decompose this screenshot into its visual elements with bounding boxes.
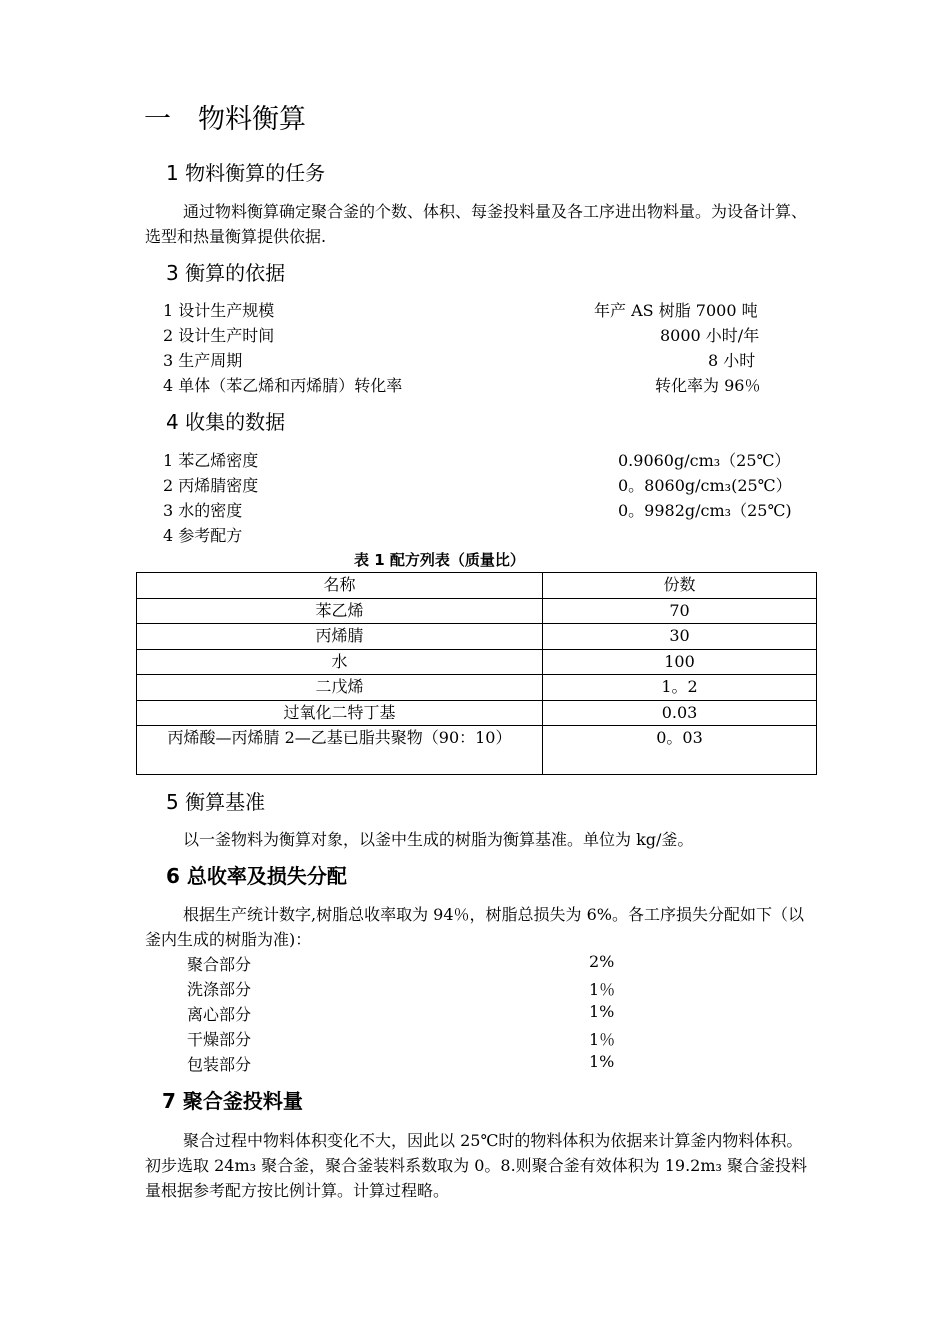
basis-label: 2 设计生产时间 xyxy=(163,326,275,345)
loss-value: 2% xyxy=(589,952,615,971)
page-title: 一 物料衡算 xyxy=(144,104,306,135)
loss-label: 离心部分 xyxy=(187,1005,252,1024)
table-row xyxy=(137,726,817,775)
section-3-heading: 3 衡算的依据 xyxy=(166,261,286,285)
loss-label: 聚合部分 xyxy=(187,955,252,974)
basis-value: 8000 小时/年 xyxy=(660,326,760,345)
basis-label: 3 生产周期 xyxy=(163,351,243,370)
table-header-row xyxy=(137,573,817,599)
data-value: 0。8060g/cm₃(25℃） xyxy=(618,476,792,495)
data-label: 1 苯乙烯密度 xyxy=(163,451,259,470)
table-row xyxy=(137,649,817,675)
table-row xyxy=(137,624,817,650)
table-row xyxy=(137,598,817,624)
data-value: 0.9060g/cm₃（25℃） xyxy=(618,451,791,470)
loss-value: 1％ xyxy=(589,1030,616,1049)
data-label: 4 参考配方 xyxy=(163,526,243,545)
loss-value: 1% xyxy=(589,1002,615,1021)
basis-value: 8 小时 xyxy=(708,351,756,370)
section-6-heading: 6 总收率及损失分配 xyxy=(166,864,347,888)
table-cell-name: 过氧化二特丁基 xyxy=(137,700,543,726)
loss-value: 1％ xyxy=(589,980,616,999)
basis-label: 1 设计生产规模 xyxy=(163,301,275,320)
data-label: 2 丙烯腈密度 xyxy=(163,476,259,495)
table-row xyxy=(137,675,817,701)
table-cell-name: 二戊烯 xyxy=(137,675,543,701)
data-label: 3 水的密度 xyxy=(163,501,243,520)
table-cell-name: 丙烯酸—丙烯腈 2—乙基已脂共聚物（90：10） xyxy=(137,726,543,775)
table-cell-parts: 0.03 xyxy=(543,700,817,726)
section-4-heading: 4 收集的数据 xyxy=(166,410,286,434)
basis-value: 转化率为 96％ xyxy=(655,376,761,395)
section-5-heading: 5 衡算基准 xyxy=(166,790,266,814)
table-cell-name: 水 xyxy=(137,649,543,675)
basis-label: 4 单体（苯乙烯和丙烯腈）转化率 xyxy=(163,376,403,395)
table-cell-parts: 100 xyxy=(543,649,817,675)
loss-label: 干燥部分 xyxy=(187,1030,252,1049)
basis-value: 年产 AS 树脂 7000 吨 xyxy=(594,301,758,320)
table-row xyxy=(137,700,817,726)
table-cell-name: 丙烯腈 xyxy=(137,624,543,650)
section-7-text: 聚合过程中物料体积变化不大，因此以 25℃时的物料体积为依据来计算釜内物料体积。初步选取 24m₃ 聚合釜，聚合釜装料系数取为 0。8.则聚合釜有效体积为 19.2m₃ 聚合釜投料量根据参考配方按比例计算。计算过程略。 xyxy=(145,1131,808,1200)
table-cell-name: 苯乙烯 xyxy=(137,598,543,624)
loss-label: 包装部分 xyxy=(187,1055,252,1074)
table-cell-parts: 70 xyxy=(543,598,817,624)
table-cell-parts: 0。03 xyxy=(543,726,817,775)
table-cell-parts: 30 xyxy=(543,624,817,650)
section-7-heading: 7 聚合釜投料量 xyxy=(162,1089,303,1113)
table-caption: 表 1 配方列表（质量比） xyxy=(354,551,525,569)
section-1-text: 通过物料衡算确定聚合釜的个数、体积、每釜投料量及各工序进出物料量。为设备计算、选型和热量衡算提供依据. xyxy=(145,202,808,246)
table-header-cell: 份数 xyxy=(543,573,817,599)
formula-table xyxy=(136,572,817,775)
section-5-text: 以一釜物料为衡算对象，以釜中生成的树脂为衡算基准。单位为 kg/釜。 xyxy=(183,830,694,849)
table-header-cell: 名称 xyxy=(137,573,543,599)
section-6-text: 根据生产统计数字,树脂总收率取为 94％，树脂总损失为 6%。各工序损失分配如下（以釜内生成的树脂为准)： xyxy=(145,905,805,949)
data-value: 0。9982g/cm₃（25℃) xyxy=(618,501,792,520)
table-cell-parts: 1。2 xyxy=(543,675,817,701)
loss-value: 1% xyxy=(589,1052,615,1071)
section-1-heading: 1 物料衡算的任务 xyxy=(166,161,326,185)
loss-label: 洗涤部分 xyxy=(187,980,252,999)
